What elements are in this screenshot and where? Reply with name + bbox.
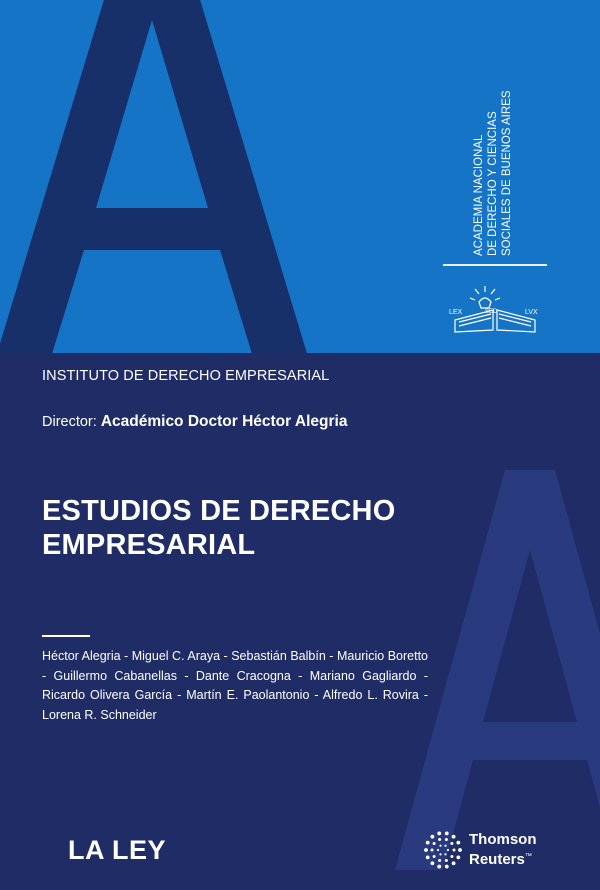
academy-line-3: SOCIALES DE BUENOS AIRES	[501, 90, 513, 256]
logo-dot	[437, 832, 441, 836]
partner-line-2: Reuters™	[469, 851, 532, 868]
thomson-reuters-dots-icon	[423, 830, 463, 870]
logo-dot	[438, 838, 441, 841]
authors-divider	[42, 635, 90, 637]
logo-dot	[444, 845, 446, 847]
logo-dot	[431, 835, 435, 839]
logo-dot	[453, 849, 456, 852]
logo-dot	[433, 855, 436, 858]
logo-dot	[424, 848, 428, 852]
logo-dot	[426, 855, 430, 859]
logo-dot	[439, 845, 441, 847]
logo-dot	[456, 855, 460, 859]
book-title-line-2: EMPRESARIAL	[42, 529, 256, 561]
director-name: Académico Doctor Héctor Alegria	[100, 413, 348, 430]
logo-dot	[438, 859, 441, 862]
logo-dot	[450, 842, 453, 845]
emblem-lvx: LVX	[525, 309, 538, 316]
open-book-lamp-icon	[445, 280, 545, 335]
director-line	[42, 413, 347, 431]
trademark-symbol: ™	[524, 853, 532, 860]
logo-dot	[426, 841, 430, 845]
logo-dot	[431, 861, 435, 865]
logo-dot	[437, 865, 441, 869]
book-title-line-1: ESTUDIOS DE DERECHO	[42, 495, 396, 527]
logo-dot	[456, 841, 460, 845]
authors-list: Héctor Alegria - Miguel C. Araya - Sebastián Balbín - Mauricio Boretto - Guillermo Cabanellas - Dante Cracogna - Mariano Gagliardo - Ricardo Olivera García - Martín E. Paolantonio - Alfredo L. Rovira - Lorena R. Schneider	[42, 649, 428, 722]
logo-dot	[431, 849, 434, 852]
logo-dot	[445, 859, 448, 862]
decorative-letter-a-top	[0, 0, 322, 353]
partner-line-1: Thomson	[469, 831, 537, 848]
logo-dot	[447, 849, 449, 851]
logo-dot	[433, 842, 436, 845]
director-label: Director:	[42, 414, 97, 430]
logo-dot	[458, 848, 462, 852]
logo-dot	[450, 855, 453, 858]
emblem-lex: LEX	[449, 309, 463, 316]
cover-top-band	[0, 0, 600, 353]
publisher-logo: LA LEY	[68, 835, 167, 865]
logo-dot	[444, 853, 446, 855]
logo-dot	[445, 832, 449, 836]
logo-dot	[452, 835, 456, 839]
academy-divider	[443, 264, 547, 266]
partner-logo-text	[469, 831, 537, 868]
academy-line-1: ACADEMIA NACIONAL	[473, 134, 485, 256]
institute-name: INSTITUTO DE DERECHO EMPRESARIAL	[42, 368, 330, 384]
logo-dot	[437, 849, 439, 851]
logo-dot	[445, 865, 449, 869]
academy-name	[474, 80, 534, 260]
logo-dot	[439, 853, 441, 855]
logo-dot	[452, 861, 456, 865]
academy-line-2: DE DERECHO Y CIENCIAS	[487, 111, 499, 256]
emblem-sed: SED	[485, 309, 498, 315]
logo-dot	[445, 838, 448, 841]
book-title	[42, 494, 482, 562]
